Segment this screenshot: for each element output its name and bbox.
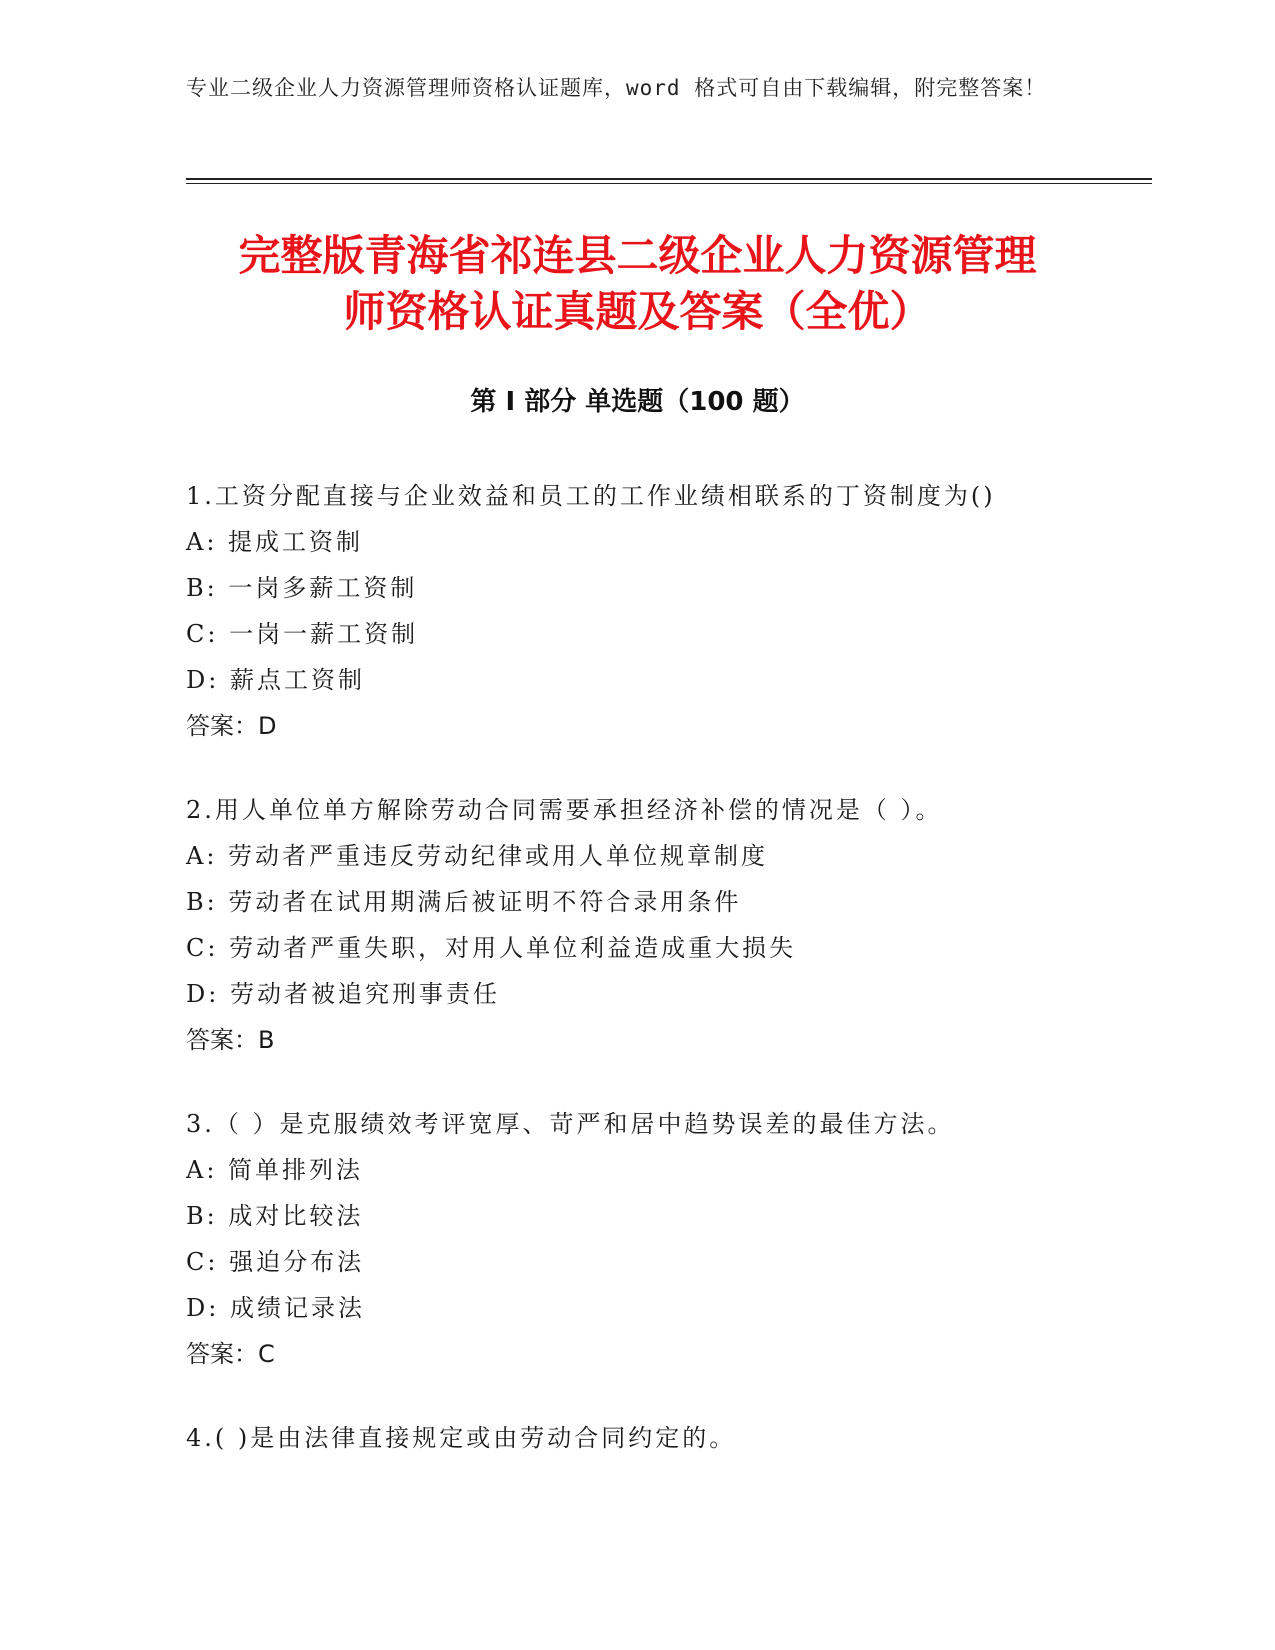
- option-d: D: 劳动者被追究刑事责任: [186, 980, 500, 1008]
- question-2: [186, 787, 1146, 1063]
- option-b: B: 一岗多薪工资制: [186, 574, 418, 602]
- section-heading: 第 I 部分 单选题（100 题）: [470, 387, 805, 417]
- header-divider-thin: [186, 183, 1152, 184]
- option-c: C: 强迫分布法: [186, 1248, 365, 1276]
- question-stem: 3.（ ）是克服绩效考评宽厚、苛严和居中趋势误差的最佳方法。: [186, 1110, 955, 1138]
- document-title: [150, 228, 1125, 340]
- header-divider-thick: [186, 178, 1152, 180]
- question-1: [186, 473, 1146, 749]
- question-list: [186, 473, 1146, 1499]
- document-title-line-1: 完整版青海省祁连县二级企业人力资源管理: [238, 231, 1037, 280]
- question-4: [186, 1415, 1146, 1461]
- option-b: B: 劳动者在试用期满后被证明不符合录用条件: [186, 888, 742, 916]
- answer: 答案：D: [186, 712, 277, 740]
- option-a: A: 提成工资制: [186, 528, 364, 556]
- option-c: C: 一岗一薪工资制: [186, 620, 419, 648]
- option-b: B: 成对比较法: [186, 1202, 364, 1230]
- question-stem: 4.( )是由法律直接规定或由劳动合同约定的。: [186, 1424, 737, 1452]
- option-a: A: 劳动者严重违反劳动纪律或用人单位规章制度: [186, 842, 769, 870]
- question-stem: 1.工资分配直接与企业效益和员工的工作业绩相联系的丁资制度为(): [186, 482, 996, 510]
- option-a: A: 简单排列法: [186, 1156, 364, 1184]
- document-title-line-2: 师资格认证真题及答案（全优）: [343, 287, 932, 336]
- option-c: C: 劳动者严重失职，对用人单位利益造成重大损失: [186, 934, 797, 962]
- answer: 答案：B: [186, 1026, 275, 1054]
- question-stem: 2.用人单位单方解除劳动合同需要承担经济补偿的情况是（ ）。: [186, 796, 943, 824]
- option-d: D: 成绩记录法: [186, 1294, 365, 1322]
- answer: 答案：C: [186, 1340, 275, 1368]
- option-d: D: 薪点工资制: [186, 666, 365, 694]
- header-note: 专业二级企业人力资源管理师资格认证题库，word 格式可自由下载编辑，附完整答案！: [186, 76, 1047, 100]
- question-3: [186, 1101, 1146, 1377]
